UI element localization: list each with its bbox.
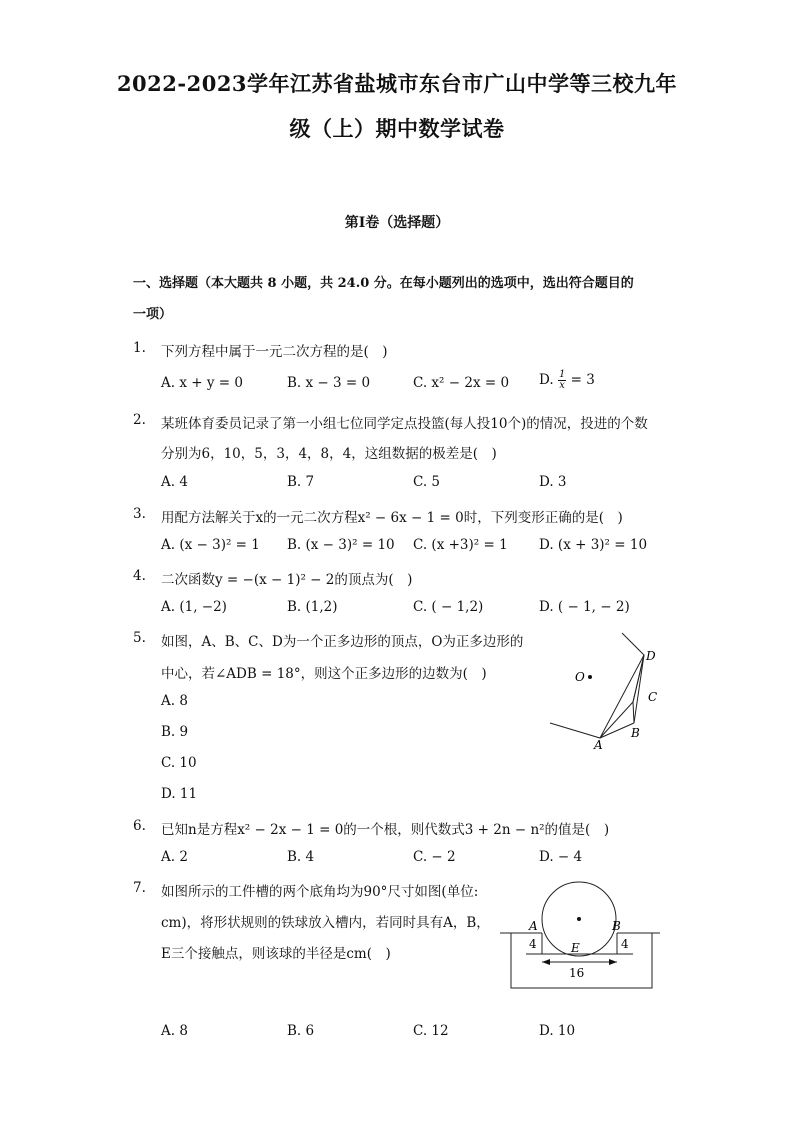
q7-option-a: A. 8 bbox=[161, 1023, 188, 1039]
q1-option-b: B. x − 3 = 0 bbox=[287, 375, 371, 391]
question-number: 5. bbox=[133, 630, 146, 646]
dimension-width: 16 bbox=[569, 966, 585, 980]
center-point bbox=[588, 675, 592, 679]
label-a: A bbox=[529, 919, 538, 933]
label-a: A bbox=[594, 738, 603, 752]
question-number: 3. bbox=[133, 506, 146, 522]
question-text: 用配方法解关于x的一元二次方程x² − 6x − 1 = 0时，下列变形正确的是( ) bbox=[161, 510, 623, 526]
question-text: 二次函数y = −(x − 1)² − 2的顶点为( ) bbox=[161, 572, 413, 588]
question-number: 1. bbox=[133, 340, 146, 356]
q6-option-c: C. − 2 bbox=[413, 849, 456, 865]
section-heading-cont: 一项） bbox=[133, 307, 173, 322]
q4-option-d: D. ( − 1, − 2) bbox=[539, 599, 630, 615]
q7-option-c: C. 12 bbox=[413, 1023, 449, 1039]
question-text: 如图所示的工件槽的两个底角均为90°尺寸如图(单位: bbox=[161, 884, 479, 900]
question-text: 下列方程中属于一元二次方程的是( ) bbox=[161, 344, 388, 360]
q3-option-b: B. (x − 3)² = 10 bbox=[287, 537, 395, 553]
question-number: 4. bbox=[133, 568, 146, 584]
q5-option-d: D. 11 bbox=[161, 786, 198, 802]
ball-center bbox=[577, 917, 581, 921]
question-text: cm)，将形状规则的铁球放入槽内，若同时具有A，B， bbox=[161, 915, 490, 931]
label-b: B bbox=[612, 919, 621, 933]
section-heading: 一、选择题（本大题共 8 小题，共 24.0 分。在每小题列出的选项中，选出符合题目的 bbox=[133, 276, 634, 291]
q4-option-a: A. (1, −2) bbox=[161, 599, 227, 615]
q5-option-a: A. 8 bbox=[161, 693, 188, 709]
label-b: B bbox=[631, 726, 640, 740]
part-label: 第I卷（选择题） bbox=[344, 215, 450, 231]
q1-option-d: D. $\frac{1}{x}$ = 3 bbox=[539, 369, 595, 391]
question-number: 2. bbox=[133, 412, 146, 428]
q3-option-c: C. (x +3)² = 1 bbox=[413, 537, 508, 553]
question-text: 已知n是方程x² − 2x − 1 = 0的一个根，则代数式3 + 2n − n²的值是( ) bbox=[161, 822, 610, 838]
q6-option-d: D. − 4 bbox=[539, 849, 583, 865]
q3-option-a: A. (x − 3)² = 1 bbox=[161, 537, 260, 553]
q2-option-d: D. 3 bbox=[539, 474, 567, 490]
dimension-right: 4 bbox=[621, 937, 629, 951]
question-text: 某班体育委员记录了第一小组七位同学定点投篮(每人投10个)的情况，投进的个数 bbox=[161, 416, 648, 432]
polygon-figure bbox=[540, 628, 670, 753]
q7-option-b: B. 6 bbox=[287, 1023, 315, 1039]
q2-option-b: B. 7 bbox=[287, 474, 315, 490]
fraction: $\frac{1}{x}$ bbox=[558, 369, 566, 391]
label-o: O bbox=[575, 670, 585, 684]
groove-figure bbox=[500, 878, 662, 990]
q6-option-a: A. 2 bbox=[161, 849, 188, 865]
q1-option-a: A. x + y = 0 bbox=[161, 375, 243, 391]
q2-option-c: C. 5 bbox=[413, 474, 441, 490]
question-text: 分别为6，10，5，3，4，8，4，这组数据的极差是( ) bbox=[161, 446, 497, 462]
q5-option-b: B. 9 bbox=[161, 724, 189, 740]
q4-option-c: C. ( − 1,2) bbox=[413, 599, 484, 615]
q6-option-b: B. 4 bbox=[287, 849, 315, 865]
dimension-left: 4 bbox=[529, 937, 537, 951]
label-c: C bbox=[648, 690, 658, 704]
question-number: 7. bbox=[133, 880, 146, 896]
q3-option-d: D. (x + 3)² = 10 bbox=[539, 537, 648, 553]
question-text: 中心，若∠ADB = 18°，则这个正多边形的边数为( ) bbox=[161, 666, 487, 682]
exam-title-line-2: 级（上）期中数学试卷 bbox=[289, 116, 505, 141]
q1-option-c: C. x² − 2x = 0 bbox=[413, 375, 510, 391]
exam-title-line-1: 2022-2023学年江苏省盐城市东台市广山中学等三校九年 bbox=[116, 71, 678, 96]
q5-option-c: C. 10 bbox=[161, 755, 197, 771]
q2-option-a: A. 4 bbox=[161, 474, 188, 490]
q7-option-d: D. 10 bbox=[539, 1023, 576, 1039]
question-text: 如图，A、B、C、D为一个正多边形的顶点，O为正多边形的 bbox=[161, 634, 524, 650]
label-d: D bbox=[646, 649, 656, 663]
q4-option-b: B. (1,2) bbox=[287, 599, 338, 615]
question-number: 6. bbox=[133, 818, 146, 834]
question-text: E三个接触点，则该球的半径是cm( ) bbox=[161, 946, 391, 962]
label-e: E bbox=[571, 941, 580, 955]
